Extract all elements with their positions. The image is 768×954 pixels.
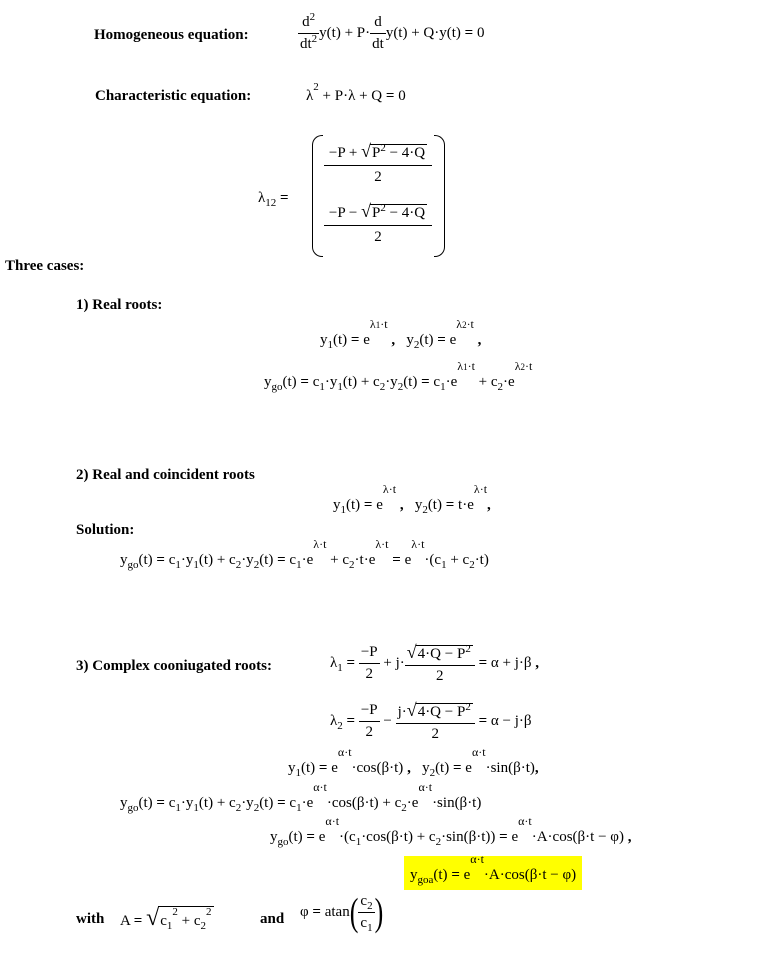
phase-formula: φ = atan( $\frac{c_2}{c_1}$ ) [300,890,384,934]
case3-lambda1: $\lambda_1$ = $\frac{-P}{2}$ + j· $\frac{√4\cdot Q - P^2}{2}$ = α + j·β , [330,642,539,684]
three-cases-label: Three cases: [5,258,85,274]
case3-ygo-compact: $y_{go}(t) = e^{\alpha\cdot t}\cdot(c_1\cdot\cos(\beta\cdot t) + c_2\cdot\sin(\beta\cdot t)) = e^{\alpha\cdot t}\cdot A\cdot\cos(\beta\cdot t - \varphi)$ , [270,814,632,848]
solution-label: Solution: [76,522,135,538]
case3-lambda2: $\lambda_2$ = $\frac{-P}{2}$ − $\frac{j\cdot√4\cdot Q - P^2}{2}$ = α − j·β [330,700,532,742]
characteristic-equation: $\lambda^2 + P\cdot\lambda + Q = 0$ [306,81,406,104]
with-label: with [76,911,105,927]
case2-label: 2) Real and coincident roots [76,467,255,483]
homogeneous-equation: $\frac{d^2}{dt^2}$ y(t) + P· $\frac{d}{dt}$ y(t) + Q·y(t) = 0 [300,11,485,52]
lambda12-symbol: $\lambda_{12}$ = [258,190,289,209]
amplitude-formula: $A = √c_1^2 + c_2^2$ [120,905,212,932]
case3-y1-y2: $y_1(t) = e^{\alpha\cdot t}\cdot\cos(\beta\cdot t)$ , $y_2(t) = e^{\alpha\cdot t}\cdot\sin(\beta\cdot t)$, [288,745,539,779]
case1-label: 1) Real roots: [76,297,163,313]
case3-ygoa-highlight: $y_{goa}(t) = e^{\alpha\cdot t}\cdot A\cdot\cos(\beta\cdot t - \varphi)$ [404,856,582,890]
case1-ygo: $y_{go}(t) = c_1\cdot y_1(t) + c_2\cdot y_2(t) = c_1\cdot e^{\lambda 1\cdot t} + c_2\cdot e^{\lambda 2\cdot t}$ [264,359,533,393]
homogeneous-label: Homogeneous equation: [94,27,249,43]
case2-y1-y2: $y_1(t) = e^{\lambda\cdot t}$ , $y_2(t) = t\cdot e^{\lambda\cdot t}$, [333,482,491,516]
case2-ygo: $y_{go}(t) = c_1\cdot y_1(t) + c_2\cdot y_2(t) = c_1\cdot e^{\lambda\cdot t} + c_2\cdot t\cdot e^{\lambda\cdot t} = e^{\lambda\cdot t}\cdot(c_1 + c_2\cdot t)$ [120,537,489,571]
case3-label: 3) Complex cooniugated roots: [76,658,272,674]
and-label: and [260,911,285,927]
case1-y1-y2: $y_1(t) = e^{\lambda 1\cdot t}$ , $y_2(t) = e^{\lambda 2\cdot t}$ , [320,317,482,351]
characteristic-label: Characteristic equation: [95,88,252,104]
case3-ygo: $y_{go}(t) = c_1\cdot y_1(t) + c_2\cdot y_2(t) = c_1\cdot e^{\alpha\cdot t}\cdot\cos(\beta\cdot t) + c_2\cdot e^{\alpha\cdot t}\cdot\sin(\beta\cdot t)$ [120,780,482,814]
